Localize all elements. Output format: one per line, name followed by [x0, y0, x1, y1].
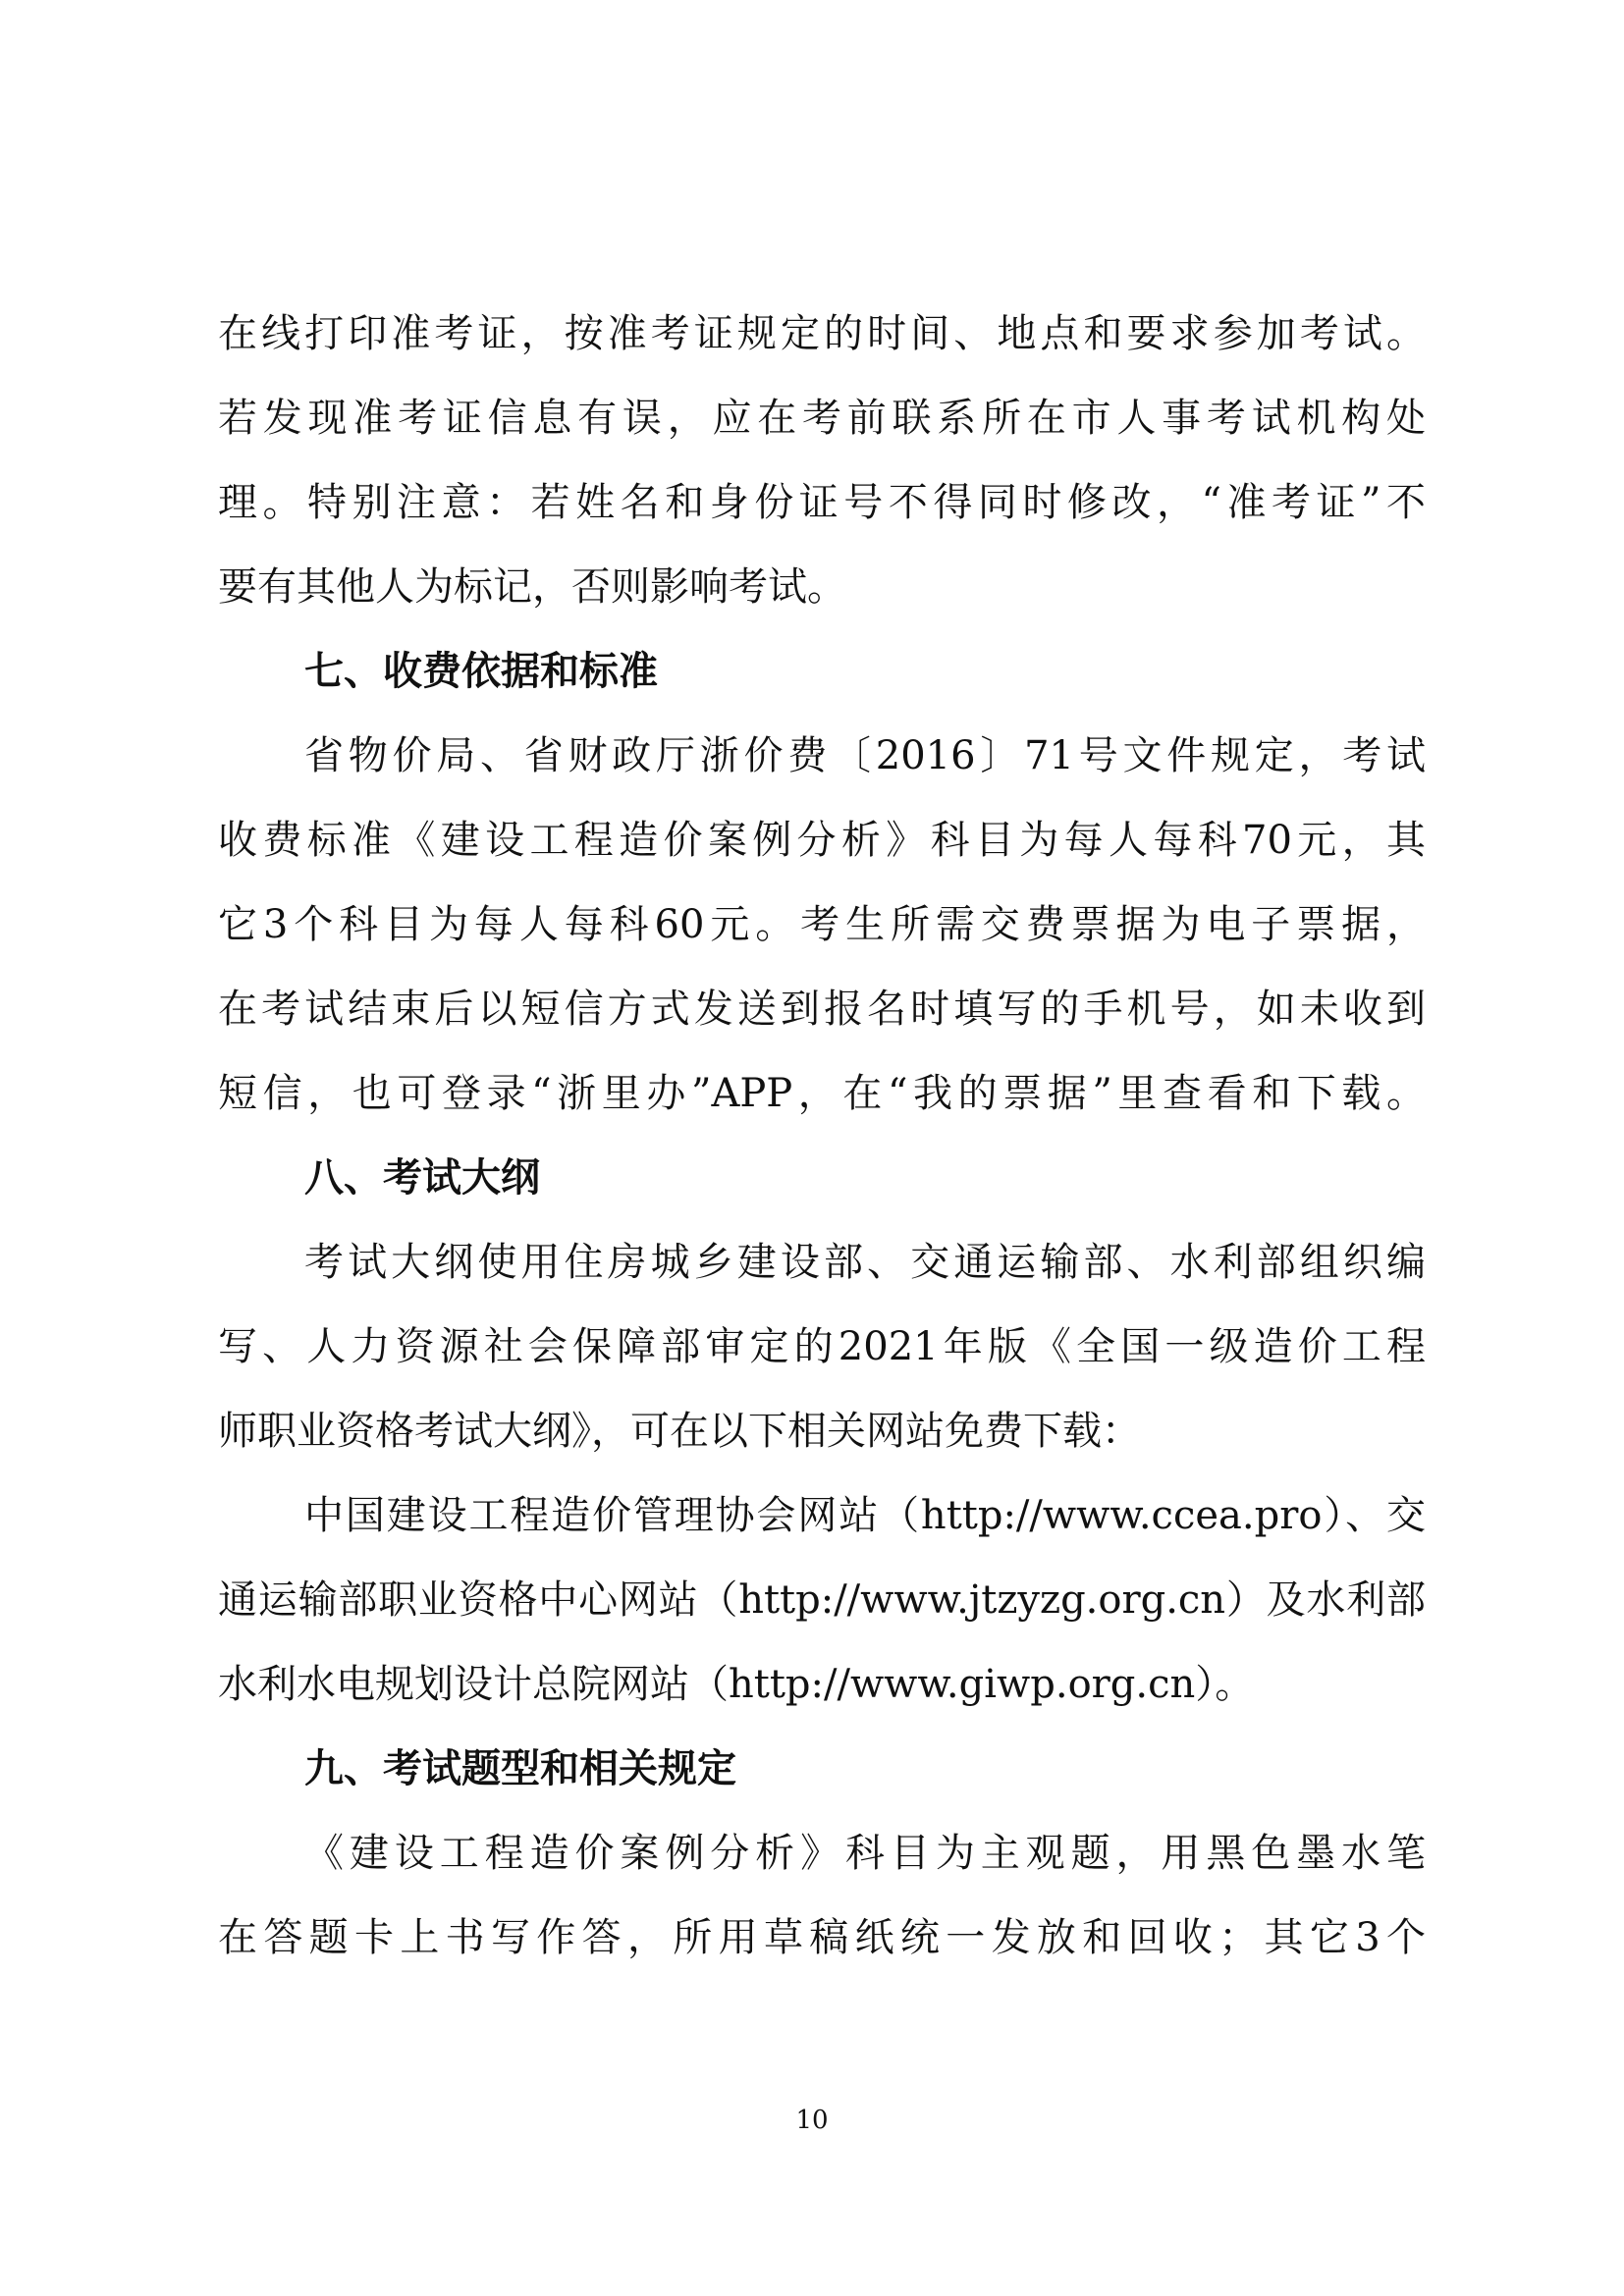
section-heading-8: 八、考试大纲 — [304, 1155, 540, 1201]
paragraph-line: 《建设工程造价案例分析》科目为主观题，用黑色墨水笔 — [304, 1831, 1426, 1876]
page-number: 10 — [795, 2106, 829, 2135]
paragraph-line: 短信，也可登录“浙里办”APP，在“我的票据”里查看和下载。 — [218, 1071, 1426, 1116]
paragraph-line: 通运输部职业资格中心网站（http://www.jtzyzg.org.cn）及水利部 — [218, 1577, 1426, 1623]
paragraph-line: 写、人力资源社会保障部审定的2021年版《全国一级造价工程 — [218, 1324, 1426, 1369]
paragraph-line: 要有其他人为标记，否则影响考试。 — [218, 564, 846, 610]
paragraph-line: 若发现准考证信息有误，应在考前联系所在市人事考试机构处 — [218, 396, 1426, 441]
paragraph-line: 水利水电规划设计总院网站（http://www.giwp.org.cn）。 — [218, 1662, 1255, 1707]
paragraph-line: 师职业资格考试大纲》，可在以下相关网站免费下载： — [218, 1409, 1141, 1454]
paragraph-line: 在线打印准考证，按准考证规定的时间、地点和要求参加考试。 — [218, 311, 1426, 356]
section-heading-7: 七、收费依据和标准 — [304, 649, 658, 694]
paragraph-line: 中国建设工程造价管理协会网站（http://www.ccea.pro）、交 — [304, 1493, 1426, 1538]
paragraph-line: 它3个科目为每人每科60元。考生所需交费票据为电子票据， — [218, 902, 1426, 947]
paragraph-line: 在考试结束后以短信方式发送到报名时填写的手机号，如未收到 — [218, 987, 1426, 1032]
paragraph-line: 考试大纲使用住房城乡建设部、交通运输部、水利部组织编 — [304, 1240, 1426, 1285]
paragraph-line: 在答题卡上书写作答，所用草稿纸统一发放和回收；其它3个 — [218, 1915, 1426, 1960]
section-heading-9: 九、考试题型和相关规定 — [304, 1746, 736, 1791]
paragraph-line: 收费标准《建设工程造价案例分析》科目为每人每科70元，其 — [218, 818, 1426, 863]
paragraph-line: 理。特别注意：若姓名和身份证号不得同时修改，“准考证”不 — [218, 480, 1426, 525]
paragraph-line: 省物价局、省财政厅浙价费〔2016〕71号文件规定，考试 — [304, 733, 1426, 778]
